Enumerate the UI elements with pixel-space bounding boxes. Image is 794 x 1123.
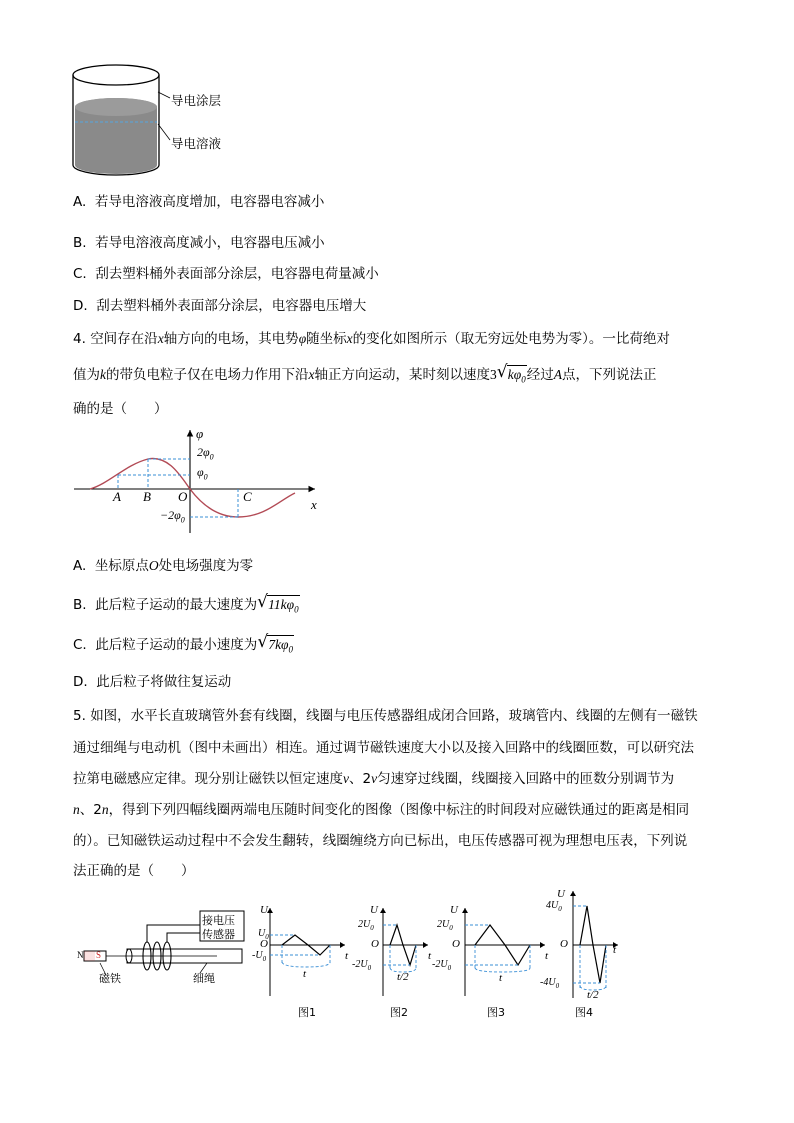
- q3-option-c: C. 刮去塑料桶外表面部分涂层，电容器电荷量减小: [73, 266, 379, 282]
- q4-potential-graph: [70, 425, 330, 540]
- g3-u-axis-label: U: [450, 904, 458, 916]
- graph-point-b: B: [143, 489, 151, 504]
- q5-stem-line5: 的）。已知磁铁运动过程中不会发生翻转，线圈缠绕方向已标出，电压传感器可视为理想电压表，下列说: [73, 833, 688, 849]
- q3-option-a: A. 若导电溶液高度增加，电容器电容减小: [73, 194, 325, 210]
- q3-option-b: B. 若导电溶液高度减小，电容器电压减小: [73, 235, 325, 251]
- q4-speed-radical: √ $k\varphi_0$: [497, 365, 527, 389]
- g1-t-axis-label: t: [345, 950, 349, 962]
- g2-t-axis-label: t: [428, 950, 432, 962]
- g2-caption: 图2: [390, 1006, 408, 1019]
- potential-curve: [90, 458, 295, 517]
- q4-option-d: D. 此后粒子将做往复运动: [73, 674, 232, 690]
- g3-span-label: t: [499, 972, 503, 984]
- graph-neg2phi0-tick: $-2\varphi_0$: [160, 508, 185, 525]
- magnet-n-pole: N: [77, 950, 84, 960]
- g3-bot-tick: $-2U_0$: [432, 959, 452, 972]
- voltage-graph-3: [465, 908, 545, 996]
- q4-option-c: C. 此后粒子运动的最小速度为 √ $7k\varphi_0$: [73, 635, 294, 659]
- q4-stem-line3: 确的是（ ）: [73, 401, 168, 417]
- graph-phi-label: φ: [196, 426, 204, 441]
- rope-label: 细绳: [193, 972, 215, 985]
- g1-span-label: t: [303, 968, 307, 980]
- g2-bot-tick: $-2U_0$: [352, 959, 372, 972]
- voltage-graph-1: [270, 908, 345, 996]
- q5-stem-line4: n、2n，得到下列四幅线圈两端电压随时间变化的图像（图像中标注的时间段对应磁铁通过的距离是相同: [73, 802, 690, 818]
- g3-origin: O: [452, 938, 460, 950]
- g4-top-tick: $4U_0$: [546, 900, 562, 913]
- q4-option-b: B. 此后粒子运动的最大速度为 √ $11k\varphi_0$: [73, 595, 300, 619]
- g4-caption: 图4: [575, 1006, 593, 1019]
- capacitor-figure: [70, 62, 250, 177]
- magnet-label: 磁铁: [99, 972, 121, 985]
- graph-phi0-tick: $\varphi_0$: [197, 465, 208, 482]
- g4-t-axis-label: t: [613, 944, 617, 956]
- g1-bot-tick: $-U_0$: [252, 950, 267, 963]
- g4-u-axis-label: U: [557, 888, 565, 900]
- g1-origin: O: [260, 938, 268, 950]
- q4-stem-line1: 4. 空间存在沿x轴方向的电场，其电势φ随坐标x的变化如图所示（取无穷远处电势为零）。一比荷绝对: [73, 331, 670, 347]
- voltage-graph-4: [573, 891, 618, 998]
- g1-caption: 图1: [298, 1006, 316, 1019]
- g3-top-tick: $2U_0$: [437, 919, 453, 932]
- q5-voltage-graphs: [250, 888, 630, 1003]
- q5-stem-line6: 法正确的是（ ）: [73, 863, 195, 879]
- sensor-label-line1: 接电压: [202, 914, 235, 927]
- g4-span-label: t/2: [587, 989, 599, 1001]
- graph-point-c: C: [243, 489, 252, 504]
- q5-stem-line2: 通过细绳与电动机（图中未画出）相连。通过调节磁铁速度大小以及接入回路中的线圈匝数，可以研究法: [73, 740, 694, 756]
- q5-stem-line3: 拉第电磁感应定律。现分别让磁铁以恒定速度v、2v匀速穿过线圈，线圈接入回路中的匝数分别调节为: [73, 771, 675, 787]
- g2-origin: O: [371, 938, 379, 950]
- q4-option-a: A. 坐标原点O处电场强度为零: [73, 558, 254, 574]
- g2-u-axis-label: U: [370, 904, 378, 916]
- q5-stem-line1: 5. 如图，水平长直玻璃管外套有线圈，线圈与电压传感器组成闭合回路，玻璃管内、线圈的左侧有一磁铁: [73, 708, 698, 724]
- magnet-s-pole: S: [96, 950, 102, 960]
- graph-x-label: x: [311, 497, 317, 512]
- label-conductive-coating: 导电涂层: [171, 93, 222, 108]
- g4-bot-tick: $-4U_0$: [540, 977, 560, 990]
- g3-t-axis-label: t: [545, 950, 549, 962]
- graph-origin: O: [178, 489, 188, 504]
- g1-top-tick: $U_0$: [258, 928, 269, 941]
- g1-u-axis-label: U: [260, 904, 268, 916]
- sensor-label-line2: 传感器: [202, 928, 235, 941]
- graph-2phi0-tick: $2\varphi_0$: [197, 445, 214, 462]
- g3-caption: 图3: [487, 1006, 505, 1019]
- label-conductive-solution: 导电溶液: [171, 136, 222, 151]
- g2-span-label: t/2: [397, 971, 409, 983]
- graph-point-a: A: [113, 489, 121, 504]
- q4-stem-line2: 值为k的带负电粒子仅在电场力作用下沿x轴正方向运动，某时刻以速度3 √ $k\varphi_0$经过A点，下列说法正: [73, 365, 656, 389]
- g2-top-tick: $2U_0$: [358, 919, 374, 932]
- g4-origin: O: [560, 938, 568, 950]
- q3-option-d: D. 刮去塑料桶外表面部分涂层，电容器电压增大: [73, 298, 367, 314]
